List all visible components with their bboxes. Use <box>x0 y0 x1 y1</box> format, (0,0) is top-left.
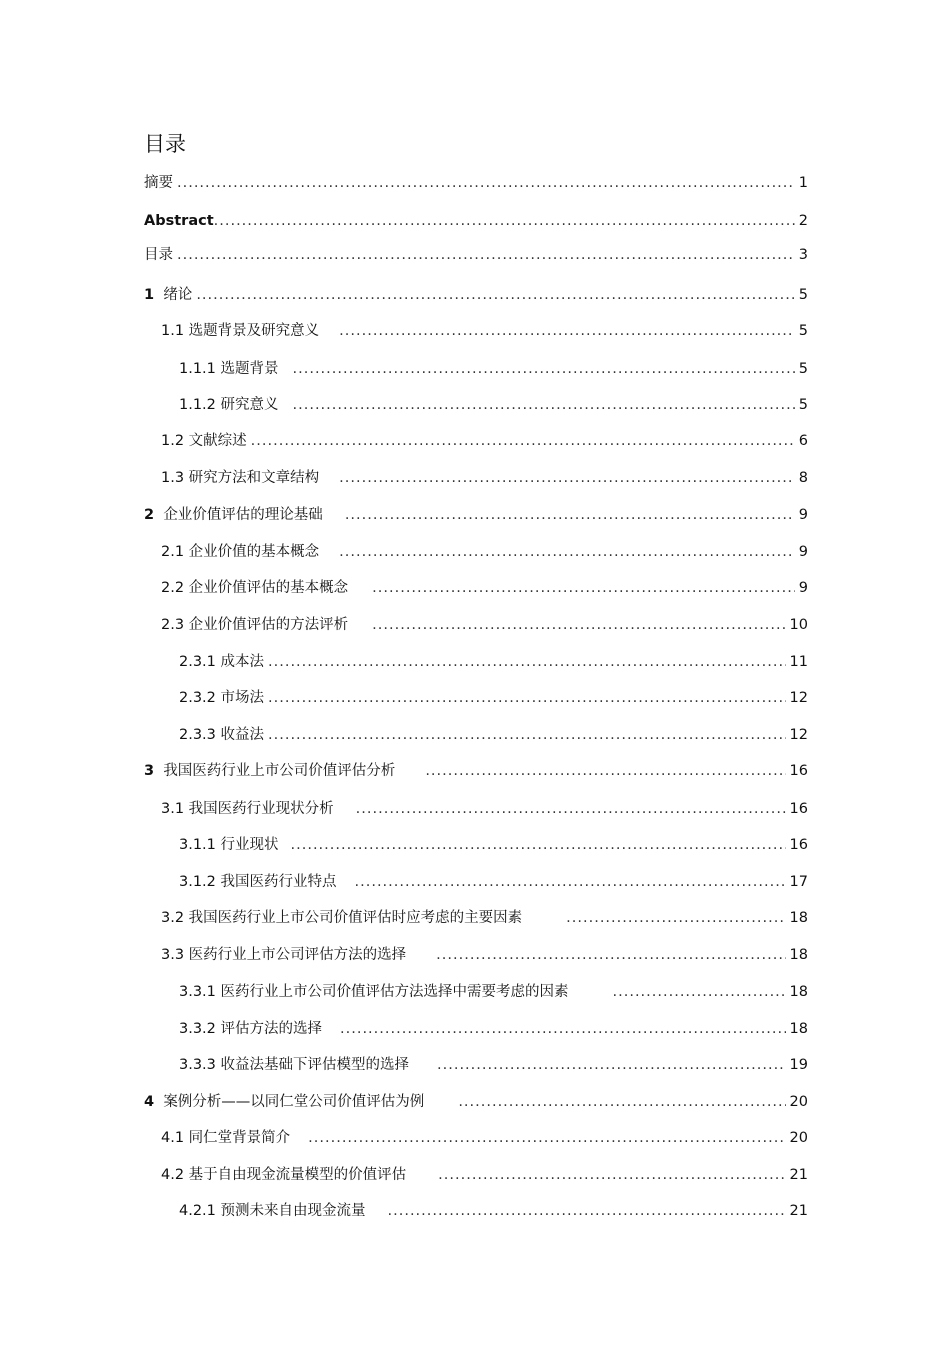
toc-page-number: 18 <box>789 1021 808 1037</box>
toc-page-number: 9 <box>798 544 808 560</box>
toc-page-number: 19 <box>789 1057 808 1073</box>
toc-entry[interactable] <box>161 796 808 818</box>
toc-entry[interactable] <box>161 1125 808 1147</box>
leader-dots <box>177 174 795 192</box>
toc-entry[interactable] <box>161 539 808 561</box>
toc-page-number: 5 <box>798 323 808 339</box>
toc-entry-label: 4.1 同仁堂背景简介 <box>161 1130 291 1146</box>
toc-entry-label: 3.2 我国医药行业上市公司价值评估时应考虑的主要因素 <box>161 910 523 926</box>
toc-entry-label: 4.2.1 预测未来自由现金流量 <box>179 1203 366 1219</box>
toc-entry[interactable] <box>161 428 808 450</box>
toc-page-number: 20 <box>789 1094 808 1110</box>
toc-entry-label: 3.1.1 行业现状 <box>179 837 279 853</box>
toc-entry-label: 3.3.1 医药行业上市公司价值评估方法选择中需要考虑的因素 <box>179 984 569 1000</box>
toc-page-number: 12 <box>789 727 808 743</box>
toc-entry-label: 目录 <box>144 247 173 263</box>
toc-entry[interactable] <box>179 722 808 744</box>
leader-dots <box>293 360 795 378</box>
leader-dots <box>214 212 795 230</box>
toc-page-number: 16 <box>789 801 808 817</box>
toc-page-number: 18 <box>789 984 808 1000</box>
toc-page-number: 5 <box>798 397 808 413</box>
toc-page-number: 9 <box>798 580 808 596</box>
toc-entry-label: 绪论 <box>163 287 193 303</box>
chapter-number: 2 <box>144 507 155 523</box>
toc-page-number: 18 <box>789 947 808 963</box>
toc-page-number: 12 <box>789 690 808 706</box>
toc-page-number: 16 <box>789 763 808 779</box>
toc-entry[interactable] <box>179 1016 808 1038</box>
toc-entry-label: 企业价值评估的理论基础 <box>163 507 323 523</box>
toc-entry[interactable] <box>144 758 808 780</box>
toc-entry[interactable] <box>144 1089 808 1111</box>
toc-entry[interactable] <box>179 356 808 378</box>
leader-dots <box>268 689 786 707</box>
toc-entry-label: 1.1 选题背景及研究意义 <box>161 323 320 339</box>
toc-entry-label: Abstract <box>144 213 214 229</box>
chapter-number: 1 <box>144 287 155 303</box>
toc-entry-label: 2.3.1 成本法 <box>179 654 265 670</box>
toc-entry[interactable] <box>161 905 808 927</box>
toc-entry[interactable] <box>179 1052 808 1074</box>
toc-entry-label: 1.2 文献综述 <box>161 433 247 449</box>
toc-entry-label: 3.3.3 收益法基础下评估模型的选择 <box>179 1057 410 1073</box>
toc-entry[interactable] <box>144 242 808 264</box>
toc-entry-label: 2.1 企业价值的基本概念 <box>161 544 320 560</box>
leader-dots <box>177 246 795 264</box>
toc-entry-label: 2.3.2 市场法 <box>179 690 265 706</box>
leader-dots <box>356 800 786 818</box>
toc-entry[interactable] <box>179 685 808 707</box>
leader-dots <box>372 579 795 597</box>
leader-dots <box>436 946 785 964</box>
chapter-number: 3 <box>144 763 155 779</box>
toc-entry[interactable] <box>144 282 808 304</box>
toc-page-number: 20 <box>789 1130 808 1146</box>
toc-page-number: 21 <box>789 1167 808 1183</box>
leader-dots <box>293 396 795 414</box>
toc-entry-label: 案例分析——以同仁堂公司价值评估为例 <box>163 1094 425 1110</box>
leader-dots <box>388 1202 786 1220</box>
leader-dots <box>355 873 786 891</box>
toc-entry-label: 3.3 医药行业上市公司评估方法的选择 <box>161 947 407 963</box>
leader-dots <box>345 506 795 524</box>
leader-dots <box>458 1093 785 1111</box>
toc-entry[interactable] <box>179 392 808 414</box>
toc-entry[interactable] <box>144 502 808 524</box>
toc-entry[interactable] <box>161 612 808 634</box>
leader-dots <box>339 469 795 487</box>
toc-entry-label: 3.3.2 评估方法的选择 <box>179 1021 323 1037</box>
toc-entry[interactable] <box>161 465 808 487</box>
leader-dots <box>339 543 795 561</box>
toc-entry[interactable] <box>161 575 808 597</box>
toc-page-number: 8 <box>798 470 808 486</box>
toc-entry-label: 1.1.2 研究意义 <box>179 397 279 413</box>
toc-entry[interactable] <box>179 1198 808 1220</box>
toc-page-number: 9 <box>798 507 808 523</box>
toc-page-number: 10 <box>789 617 808 633</box>
leader-dots <box>437 1056 786 1074</box>
toc-page-number: 5 <box>798 361 808 377</box>
toc-entry-label: 2.3 企业价值评估的方法评析 <box>161 617 349 633</box>
toc-page-number: 5 <box>798 287 808 303</box>
toc-page-number: 2 <box>798 213 808 229</box>
toc-page-number: 21 <box>789 1203 808 1219</box>
toc-entry-label: 1.1.1 选题背景 <box>179 361 279 377</box>
toc-entry[interactable] <box>161 318 808 340</box>
leader-dots <box>613 983 786 1001</box>
toc-entry[interactable] <box>161 942 808 964</box>
toc-entry-label: 我国医药行业上市公司价值评估分析 <box>163 763 396 779</box>
leader-dots <box>566 909 785 927</box>
toc-page-number: 6 <box>798 433 808 449</box>
leader-dots <box>251 432 795 450</box>
toc-page-number: 16 <box>789 837 808 853</box>
toc-entry[interactable] <box>144 208 808 230</box>
toc-page-number: 3 <box>798 247 808 263</box>
toc-page-number: 17 <box>789 874 808 890</box>
toc-entry[interactable] <box>161 1162 808 1184</box>
toc-entry-label: 3.1 我国医药行业现状分析 <box>161 801 334 817</box>
toc-entry[interactable] <box>179 869 808 891</box>
leader-dots <box>339 322 795 340</box>
chapter-number: 4 <box>144 1094 155 1110</box>
toc-page-number: 18 <box>789 910 808 926</box>
leader-dots <box>425 762 785 780</box>
leader-dots <box>196 286 794 304</box>
toc-entry-label: 2.2 企业价值评估的基本概念 <box>161 580 349 596</box>
leader-dots <box>291 836 786 854</box>
toc-entry[interactable] <box>179 979 808 1001</box>
leader-dots <box>372 616 785 634</box>
toc-entry-label: 1.3 研究方法和文章结构 <box>161 470 320 486</box>
toc-entry[interactable] <box>179 832 808 854</box>
toc-entry-label: 4.2 基于自由现金流量模型的价值评估 <box>161 1167 407 1183</box>
toc-entry[interactable] <box>144 170 808 192</box>
toc-entry-label: 摘要 <box>144 175 173 191</box>
leader-dots <box>340 1020 786 1038</box>
toc-page-number: 11 <box>789 654 808 670</box>
leader-dots <box>268 653 786 671</box>
page-title: 目录 <box>144 132 186 156</box>
toc-entry[interactable] <box>179 649 808 671</box>
leader-dots <box>268 726 786 744</box>
leader-dots <box>438 1166 785 1184</box>
toc-entry-label: 2.3.3 收益法 <box>179 727 265 743</box>
leader-dots <box>308 1129 785 1147</box>
toc-page-number: 1 <box>798 175 808 191</box>
toc-entry-label: 3.1.2 我国医药行业特点 <box>179 874 337 890</box>
